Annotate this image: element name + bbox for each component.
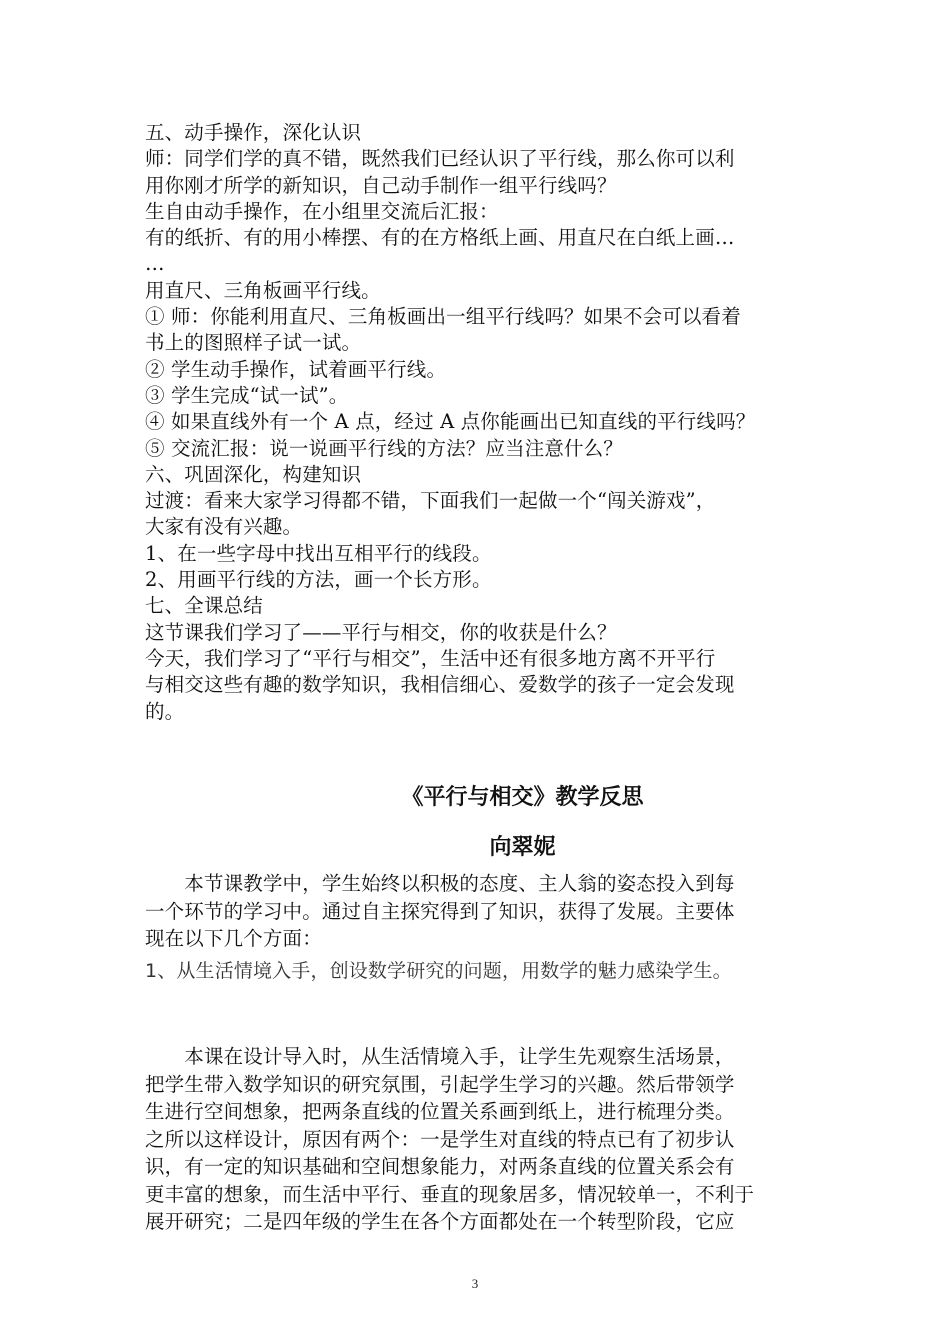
point-heading	[145, 958, 825, 986]
text-line: 的。	[145, 699, 185, 723]
page-number: 3	[471, 1276, 479, 1291]
text-line: 与相交这些有趣的数学知识，我相信细心、爱数学的孩子一定会发现	[145, 673, 735, 697]
text-line: 六、巩固深化，构建知识	[145, 462, 362, 486]
paragraph-line: 之所以这样设计，原因有两个：一是学生对直线的特点已有了初步认	[145, 1127, 735, 1151]
text-line: 五、动手操作，深化认识	[145, 121, 362, 144]
text-line: 大家有没有兴趣。	[145, 515, 303, 539]
text-line: 2、用画平行线的方法，画一个长方形。	[145, 568, 492, 592]
text-line: 用直尺、三角板画平行线。	[145, 278, 381, 302]
paragraph-line: 生进行空间想象，把两条直线的位置关系画到纸上，进行梳理分类。	[145, 1100, 735, 1123]
text-line: 有的纸折、有的用小棒摆、有的在方格纸上画、用直尺在白纸上画…	[145, 226, 735, 250]
text-line: ③ 学生完成“试一试”。	[145, 383, 349, 407]
paragraph-line: 本节课教学中，学生始终以积极的态度、主人翁的姿态投入到每	[145, 872, 735, 895]
reflection-title: 《平行与相交》教学反思	[401, 785, 644, 810]
paragraph-line: 展开研究；二是四年级的学生在各个方面都处在一个转型阶段，它应	[145, 1210, 735, 1233]
text-line: …	[145, 252, 165, 276]
text-line: 七、全课总结	[145, 594, 263, 618]
text-line: 师：同学们学的真不错，既然我们已经认识了平行线，那么你可以利	[145, 147, 735, 171]
author-name: 向翠妮	[489, 835, 556, 860]
text-line: ② 学生动手操作，试着画平行线。	[145, 357, 447, 381]
body-paragraph	[145, 1043, 825, 1236]
text-line: 生自由动手操作，在小组里交流后汇报：	[145, 199, 499, 223]
text-line: 1、在一些字母中找出互相平行的线段。	[145, 541, 492, 565]
paragraph-line: 本课在设计导入时，从生活情境入手，让学生先观察生活场景，	[145, 1045, 735, 1068]
text-line: 今天，我们学习了“平行与相交”，生活中还有很多地方离不开平行	[145, 646, 716, 670]
point-1-text: 1、从生活情境入手，创设数学研究的问题，用数学的魅力感染学生。	[145, 960, 732, 982]
text-line: ① 师：你能利用直尺、三角板画出一组平行线吗？如果不会可以看着	[145, 305, 741, 329]
paragraph-line: 识，有一定的知识基础和空间想象能力，对两条直线的位置关系会有	[145, 1155, 735, 1178]
text-line: ④ 如果直线外有一个 A 点，经过 A 点你能画出已知直线的平行线吗？	[145, 410, 756, 434]
paragraph-line: 更丰富的想象，而生活中平行、垂直的现象居多，情况较单一，不利于	[145, 1182, 755, 1206]
text-line: ⑤ 交流汇报：说一说画平行线的方法？应当注意什么？	[145, 436, 623, 460]
text-line: 用你刚才所学的新知识，自己动手制作一组平行线吗？	[145, 173, 617, 197]
lesson-steps-section	[145, 120, 825, 725]
text-line: 过渡：看来大家学习得都不错，下面我们一起做一个“闯关游戏”，	[145, 489, 716, 513]
paragraph-line: 把学生带入数学知识的研究氛围，引起学生学习的兴趣。然后带领学	[145, 1072, 735, 1096]
paragraph-line: 一个环节的学习中。通过自主探究得到了知识，获得了发展。主要体	[145, 899, 735, 923]
intro-paragraph	[145, 870, 825, 953]
text-line: 这节课我们学习了——平行与相交，你的收获是什么？	[145, 620, 617, 644]
paragraph-line: 现在以下几个方面：	[145, 927, 322, 950]
text-line: 书上的图照样子试一试。	[145, 331, 362, 355]
